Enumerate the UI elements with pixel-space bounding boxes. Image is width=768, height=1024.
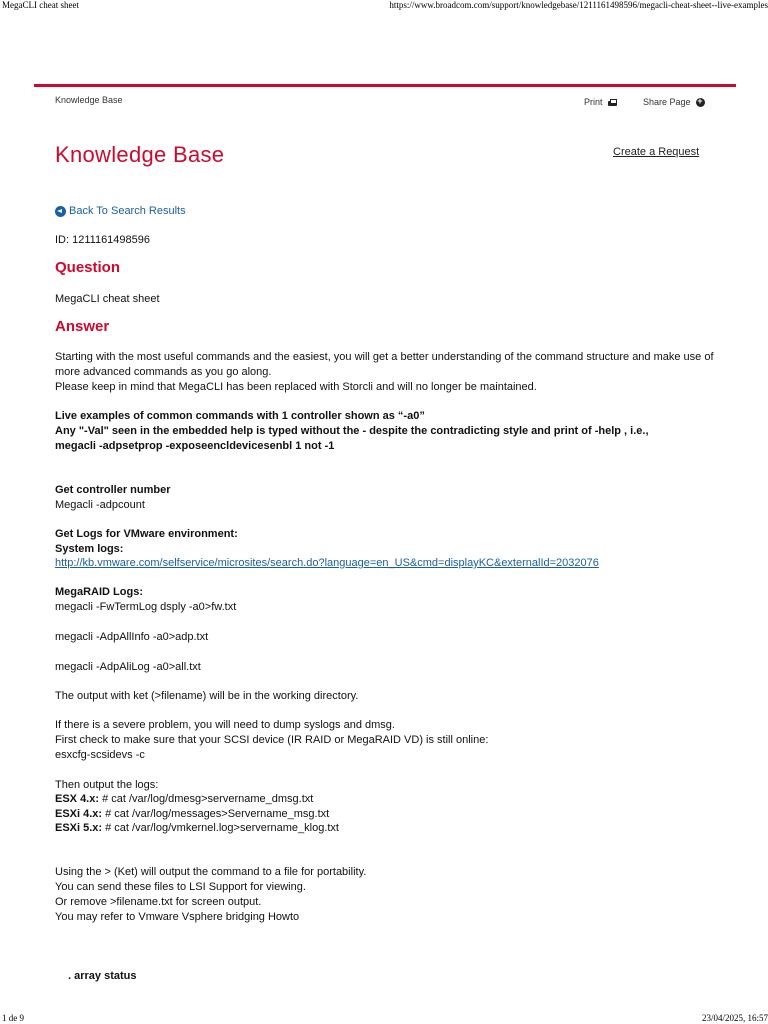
print-footer-datetime: 23/04/2025, 16:57 [701, 1013, 768, 1023]
answer-heading: Answer [55, 318, 110, 335]
get-logs-heading: Get Logs for VMware environment: [55, 528, 238, 540]
print-label: Print [584, 97, 603, 107]
intro-line-3: Please keep in mind that MegaCLI has been replaced with Storcli and will no longer be maintained. [55, 381, 537, 393]
breadcrumb[interactable]: Knowledge Base [55, 95, 123, 105]
esxi4-command: # cat /var/log/messages>Servername_msg.txt [102, 808, 330, 820]
megaraid-logs-heading: MegaRAID Logs: [55, 586, 143, 598]
print-footer [0, 1013, 768, 1024]
esxi4-log-command [55, 808, 329, 820]
back-to-search-label: Back To Search Results [69, 205, 186, 217]
live-examples-line-2: Any "-Val" seen in the embedded help is typed without the - despite the contradicting style and print of -help , i.e., [55, 425, 649, 437]
output-note: The output with ket (>filename) will be in the working directory. [55, 690, 359, 702]
intro-line-1: Starting with the most useful commands and the easiest, you will get a better understanding of the command structure and make use of [55, 351, 714, 363]
get-controller-command: Megacli -adpcount [55, 499, 145, 511]
severe-problem-line-2: First check to make sure that your SCSI device (IR RAID or MegaRAID VD) is still online: [55, 734, 489, 746]
page-title: Knowledge Base [55, 142, 225, 167]
severe-problem-line-1: If there is a severe problem, you will need to dump syslogs and dmsg. [55, 719, 395, 731]
create-request-link[interactable]: Create a Request [613, 146, 700, 158]
using-ket-line-4: You may refer to Vmware Vsphere bridging Howto [55, 911, 300, 923]
question-text: MegaCLI cheat sheet [55, 293, 160, 305]
esx4-label: ESX 4.x: [55, 793, 100, 805]
scsidevs-command: esxcfg-scsidevs -c [55, 749, 145, 761]
esx4-command: # cat /var/log/dmesg>servername_dmsg.txt [99, 793, 314, 805]
system-logs-link[interactable]: http://kb.vmware.com/selfservice/microsites/search.do?language=en_US&cmd=displayKC&externalId=2032076 [55, 557, 599, 569]
print-header-url: https://www.broadcom.com/support/knowledgebase/1211161498596/megacli-cheat-sheet--live-examples [389, 0, 768, 10]
then-output-logs: Then output the logs: [55, 779, 159, 791]
share-page-label: Share Page [643, 97, 691, 107]
esxi5-log-command [55, 822, 339, 834]
system-logs-heading: System logs: [55, 543, 124, 555]
get-controller-heading: Get controller number [55, 484, 171, 496]
question-heading: Question [55, 259, 121, 276]
share-page-button[interactable] [643, 97, 705, 107]
esxi4-label: ESXi 4.x: [55, 808, 103, 820]
live-examples-line-3: megacli -adpsetprop -exposeencldevicesenbl 1 not -1 [55, 440, 335, 452]
command-adp-allinfo: megacli -AdpAllInfo -a0>adp.txt [55, 631, 209, 643]
esxi5-command: # cat /var/log/vmkernel.log>servername_klog.txt [102, 822, 339, 834]
using-ket-line-1: Using the > (Ket) will output the command to a file for portability. [55, 866, 367, 878]
printer-icon [608, 99, 617, 106]
header-accent-rule [34, 84, 736, 87]
article-id: ID: 1211161498596 [55, 234, 151, 246]
back-arrow-circle-icon [55, 206, 66, 217]
print-header [0, 0, 768, 12]
print-header-title: MegaCLI cheat sheet [2, 0, 79, 10]
esx4-log-command [55, 793, 313, 805]
intro-line-2: more advanced commands as you go along. [55, 366, 272, 378]
array-status-heading: . array status [68, 970, 137, 982]
print-button[interactable] [584, 97, 617, 107]
esxi5-label: ESXi 5.x: [55, 822, 103, 834]
plus-circle-icon [696, 98, 705, 107]
using-ket-line-2: You can send these files to LSI Support for viewing. [55, 881, 306, 893]
using-ket-line-3: Or remove >filename.txt for screen output. [55, 896, 262, 908]
command-adp-alilog: megacli -AdpAliLog -a0>all.txt [55, 661, 201, 673]
command-fw-termlog: megacli -FwTermLog dsply -a0>fw.txt [55, 601, 237, 613]
live-examples-line-1: Live examples of common commands with 1 controller shown as “-a0” [55, 410, 425, 422]
print-footer-page: 1 de 9 [2, 1013, 24, 1023]
back-to-search-link[interactable] [55, 205, 186, 217]
